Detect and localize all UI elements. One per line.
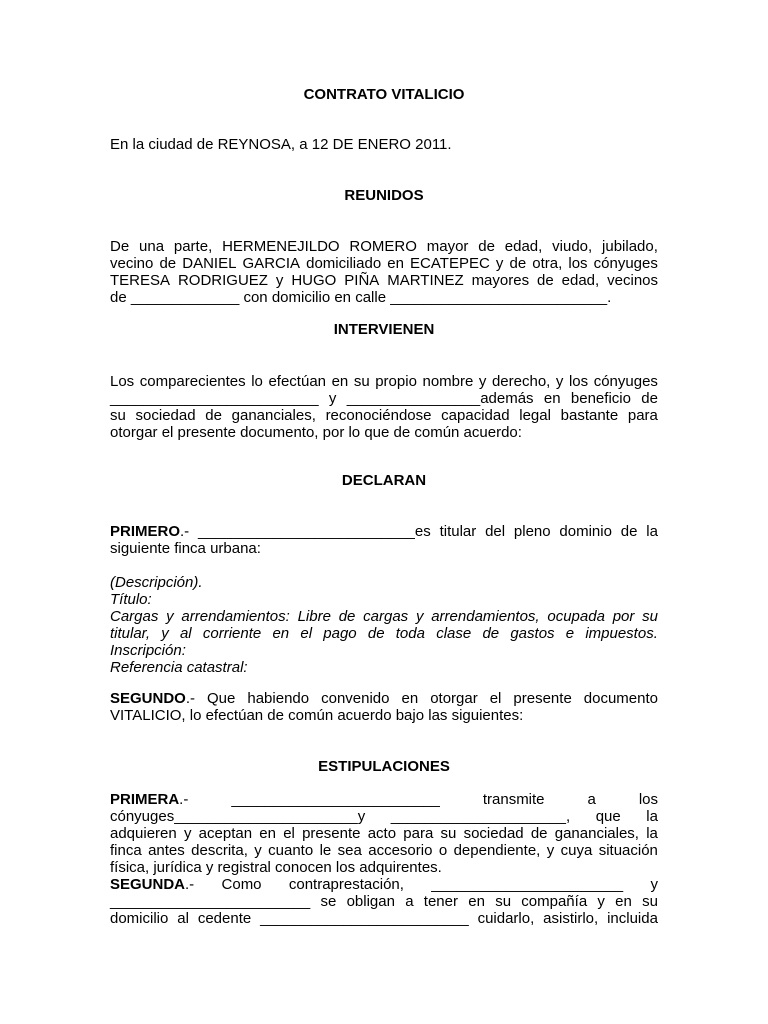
word: dependiente, [453,842,541,859]
word: y [415,608,424,625]
word: cargas [363,608,409,625]
word: incluida [607,910,658,927]
word: ECATEPEC [410,255,490,272]
word: la [646,808,658,825]
word: sociedad [463,825,524,842]
word: arrendamientos, [431,608,540,625]
paragraph-intervienen [110,373,658,441]
reunidos-line-2 [110,255,658,272]
word: cuidarlo, [477,910,535,927]
word: Que [207,690,236,707]
segunda-label: SEGUNDA [110,876,186,893]
word: para [627,407,658,424]
word: viudo, [552,238,593,255]
primera-line-1 [110,791,658,808]
intervienen-line-4: otorgar el presente documento, por lo que de común acuerdo: [110,424,522,441]
primera-line-5: física, jurídica y registral conocen los adquirentes. [110,859,442,876]
word: situación [598,842,658,859]
word: edad, [504,238,543,255]
word: MARTINEZ [387,272,464,289]
word: su [642,893,658,910]
segunda-line-1 [110,876,658,893]
word: cónyuges [593,373,658,390]
word: adquieren [110,825,177,842]
word: _________________________ [260,910,469,927]
word: al [179,625,192,642]
intervienen-line-1 [110,373,658,390]
word: ocupada [547,608,605,625]
word: reconociéndose [325,407,432,424]
word: TERESA [110,272,171,289]
primera-line-1-first: .- [179,791,189,808]
word: Cargas [110,608,159,625]
reunidos-line-3 [110,272,658,289]
segunda-line-3 [110,910,658,927]
word: dominio [559,523,612,540]
word: el [300,625,313,642]
word: ________________además [346,390,534,407]
segundo-line-1 [110,690,658,707]
word: PIÑA [344,272,380,289]
word: en [615,893,632,910]
word: los [638,791,658,808]
word: presente [513,690,572,707]
word: capacidad [441,407,510,424]
word: Los [110,373,135,390]
word: HUGO [291,272,337,289]
primera-line-1-start [110,791,188,808]
segundo-label: SEGUNDO [110,690,186,707]
word: titular [439,523,477,540]
primero-line-1-first: .- [180,523,190,540]
word: compañía [521,893,588,910]
word: convenido [321,690,390,707]
word: y [254,842,262,859]
heading-intervienen: INTERVIENEN [333,321,435,338]
word: efectúan [268,373,326,390]
word: y [650,876,658,893]
word: y [555,373,564,390]
word: pleno [513,523,551,540]
word: los [568,373,589,390]
word: su [440,825,457,842]
word: contraprestación, [288,876,404,893]
word: ________________________ [110,893,311,910]
finca-cargas-line-2 [110,625,658,642]
word: de [620,523,638,540]
word: beneficio [570,390,631,407]
word: una [139,238,165,255]
word: la [646,825,658,842]
word: cónyuges______________________y [110,808,366,825]
word: de [478,238,495,255]
word: otra, [532,255,563,272]
word: al [177,910,189,927]
word: la [646,523,658,540]
word: su [642,608,658,625]
word: su [495,893,512,910]
finca-titulo: Título: [110,591,152,608]
word: sociedad [135,407,196,424]
word: HERMENEJILDO [222,238,340,255]
paragraph-reunidos [110,238,658,306]
word: legal [519,407,551,424]
word: el [489,690,502,707]
intervienen-line-3 [110,407,658,424]
word: Libre [297,608,331,625]
word: aceptan [198,825,253,842]
word: clase [436,625,472,642]
word: asistirlo, [543,910,599,927]
word: De [110,238,130,255]
word: finca [110,842,142,859]
word: y [161,625,169,642]
heading-declaran: DECLARAN [341,472,427,489]
word: del [485,523,506,540]
word: se [320,893,337,910]
word: de [338,608,356,625]
segunda-line-1-start [110,876,194,893]
word: por [612,608,635,625]
word: _____________________, [390,808,571,825]
word: vecino [110,255,154,272]
word: habiendo [247,690,310,707]
word: derecho, [491,373,551,390]
word: DANIEL [182,255,237,272]
primero-label: PRIMERO [110,523,181,540]
heading-reunidos: REUNIDOS [344,187,424,204]
word: sea [337,842,362,859]
word: en [331,373,349,390]
word: antes [148,842,185,859]
word: presente [302,825,361,842]
word: edad, [561,272,600,289]
word: _______________________ [431,876,624,893]
word: _________________________ [231,791,440,808]
finca-inscripcion: Inscripción: [110,642,186,659]
word: su [110,407,126,424]
word: titular, [110,625,151,642]
word: gananciales, [554,825,639,842]
word: vecinos [607,272,658,289]
clause-primero [110,523,658,557]
primero-line-1 [110,523,658,540]
primero-line-1-start [110,523,189,540]
primera-line-3 [110,825,658,842]
word: de [159,255,177,272]
segunda-line-2 [110,893,658,910]
place-date-line: En la ciudad de REYNOSA, a 12 DE ENERO 2011. [110,136,452,153]
word: el [283,825,295,842]
word: transmite [482,791,545,808]
word: corriente [202,625,262,642]
word: en [259,825,276,842]
word: otorgar [430,690,478,707]
word: y [275,272,284,289]
word: _________________________ [110,390,319,407]
word: domiciliado [306,255,382,272]
word: accesorio [368,842,433,859]
word: documento [583,690,658,707]
word: le [319,842,332,859]
word: y [166,608,174,625]
word: de [205,407,222,424]
word: arrendamientos: [181,608,290,625]
word: a [405,893,414,910]
segundo-line-1-start [110,690,195,707]
clause-segundo [110,690,658,724]
reunidos-line-1 [110,238,658,255]
word: parte, [173,238,213,255]
word: descrita, [191,842,248,859]
word: que [595,808,621,825]
document-title: CONTRATO VITALICIO [303,86,465,103]
word: en [272,625,290,642]
clause-primera [110,791,658,876]
finca-cargas-line-1 [110,608,658,625]
clause-segunda [110,876,658,927]
word: acto [367,825,397,842]
finca-referencia: Referencia catastral: [110,659,248,676]
word: nombre [422,373,474,390]
word: y [546,842,555,859]
word: en [543,390,561,407]
word: impuestos. [585,625,658,642]
word: comparecientes [139,373,246,390]
word: gastos [510,625,555,642]
word: en [468,893,485,910]
word: lo [251,373,263,390]
word: cónyuges [593,255,658,272]
word: __________________________es [198,523,431,540]
finca-details [110,574,658,676]
word: domicilio [110,910,169,927]
word: y [328,390,337,407]
word: cuya [560,842,593,859]
segundo-line-1-first: .- [185,690,196,707]
intervienen-line-2 [110,390,658,407]
word: RODRIGUEZ [177,272,268,289]
primera-line-4 [110,842,658,859]
word: mayor [426,238,469,255]
word: o [438,842,448,859]
word: en [387,255,404,272]
heading-estipulaciones: ESTIPULACIONES [318,758,450,775]
word: y [495,255,504,272]
word: toda [395,625,425,642]
finca-descripcion: (Descripción). [110,574,203,591]
primero-line-2: siguiente finca urbana: [110,540,261,557]
word: de [530,825,548,842]
word: e [565,625,575,642]
word: y [478,373,487,390]
word: mayores [471,272,530,289]
word: pago [323,625,357,642]
word: de [537,272,554,289]
word: ROMERO [349,238,417,255]
segundo-line-2: VITALICIO, lo efectúan de común acuerdo bajo las siguientes: [110,707,524,724]
word: bastante [560,407,619,424]
word: Como [221,876,262,893]
primera-label: PRIMERA [110,791,180,808]
word: obligan [346,893,395,910]
word: en [401,690,419,707]
word: propio [375,373,417,390]
word: y [183,825,192,842]
word: y [597,893,605,910]
word: a [587,791,596,808]
word: jubilado, [602,238,658,255]
reunidos-line-4: de _____________ con domicilio en calle __________________________. [110,289,612,306]
word: GARCIA [242,255,301,272]
primera-line-2 [110,808,658,825]
word: los [568,255,588,272]
word: de [367,625,385,642]
word: cedente [197,910,252,927]
segunda-line-1-first: .- [185,876,195,893]
word: gananciales, [231,407,316,424]
word: para [403,825,434,842]
word: de [482,625,500,642]
word: de [641,390,658,407]
word: de [509,255,527,272]
word: cuanto [268,842,314,859]
word: su [353,373,370,390]
word: tener [423,893,458,910]
